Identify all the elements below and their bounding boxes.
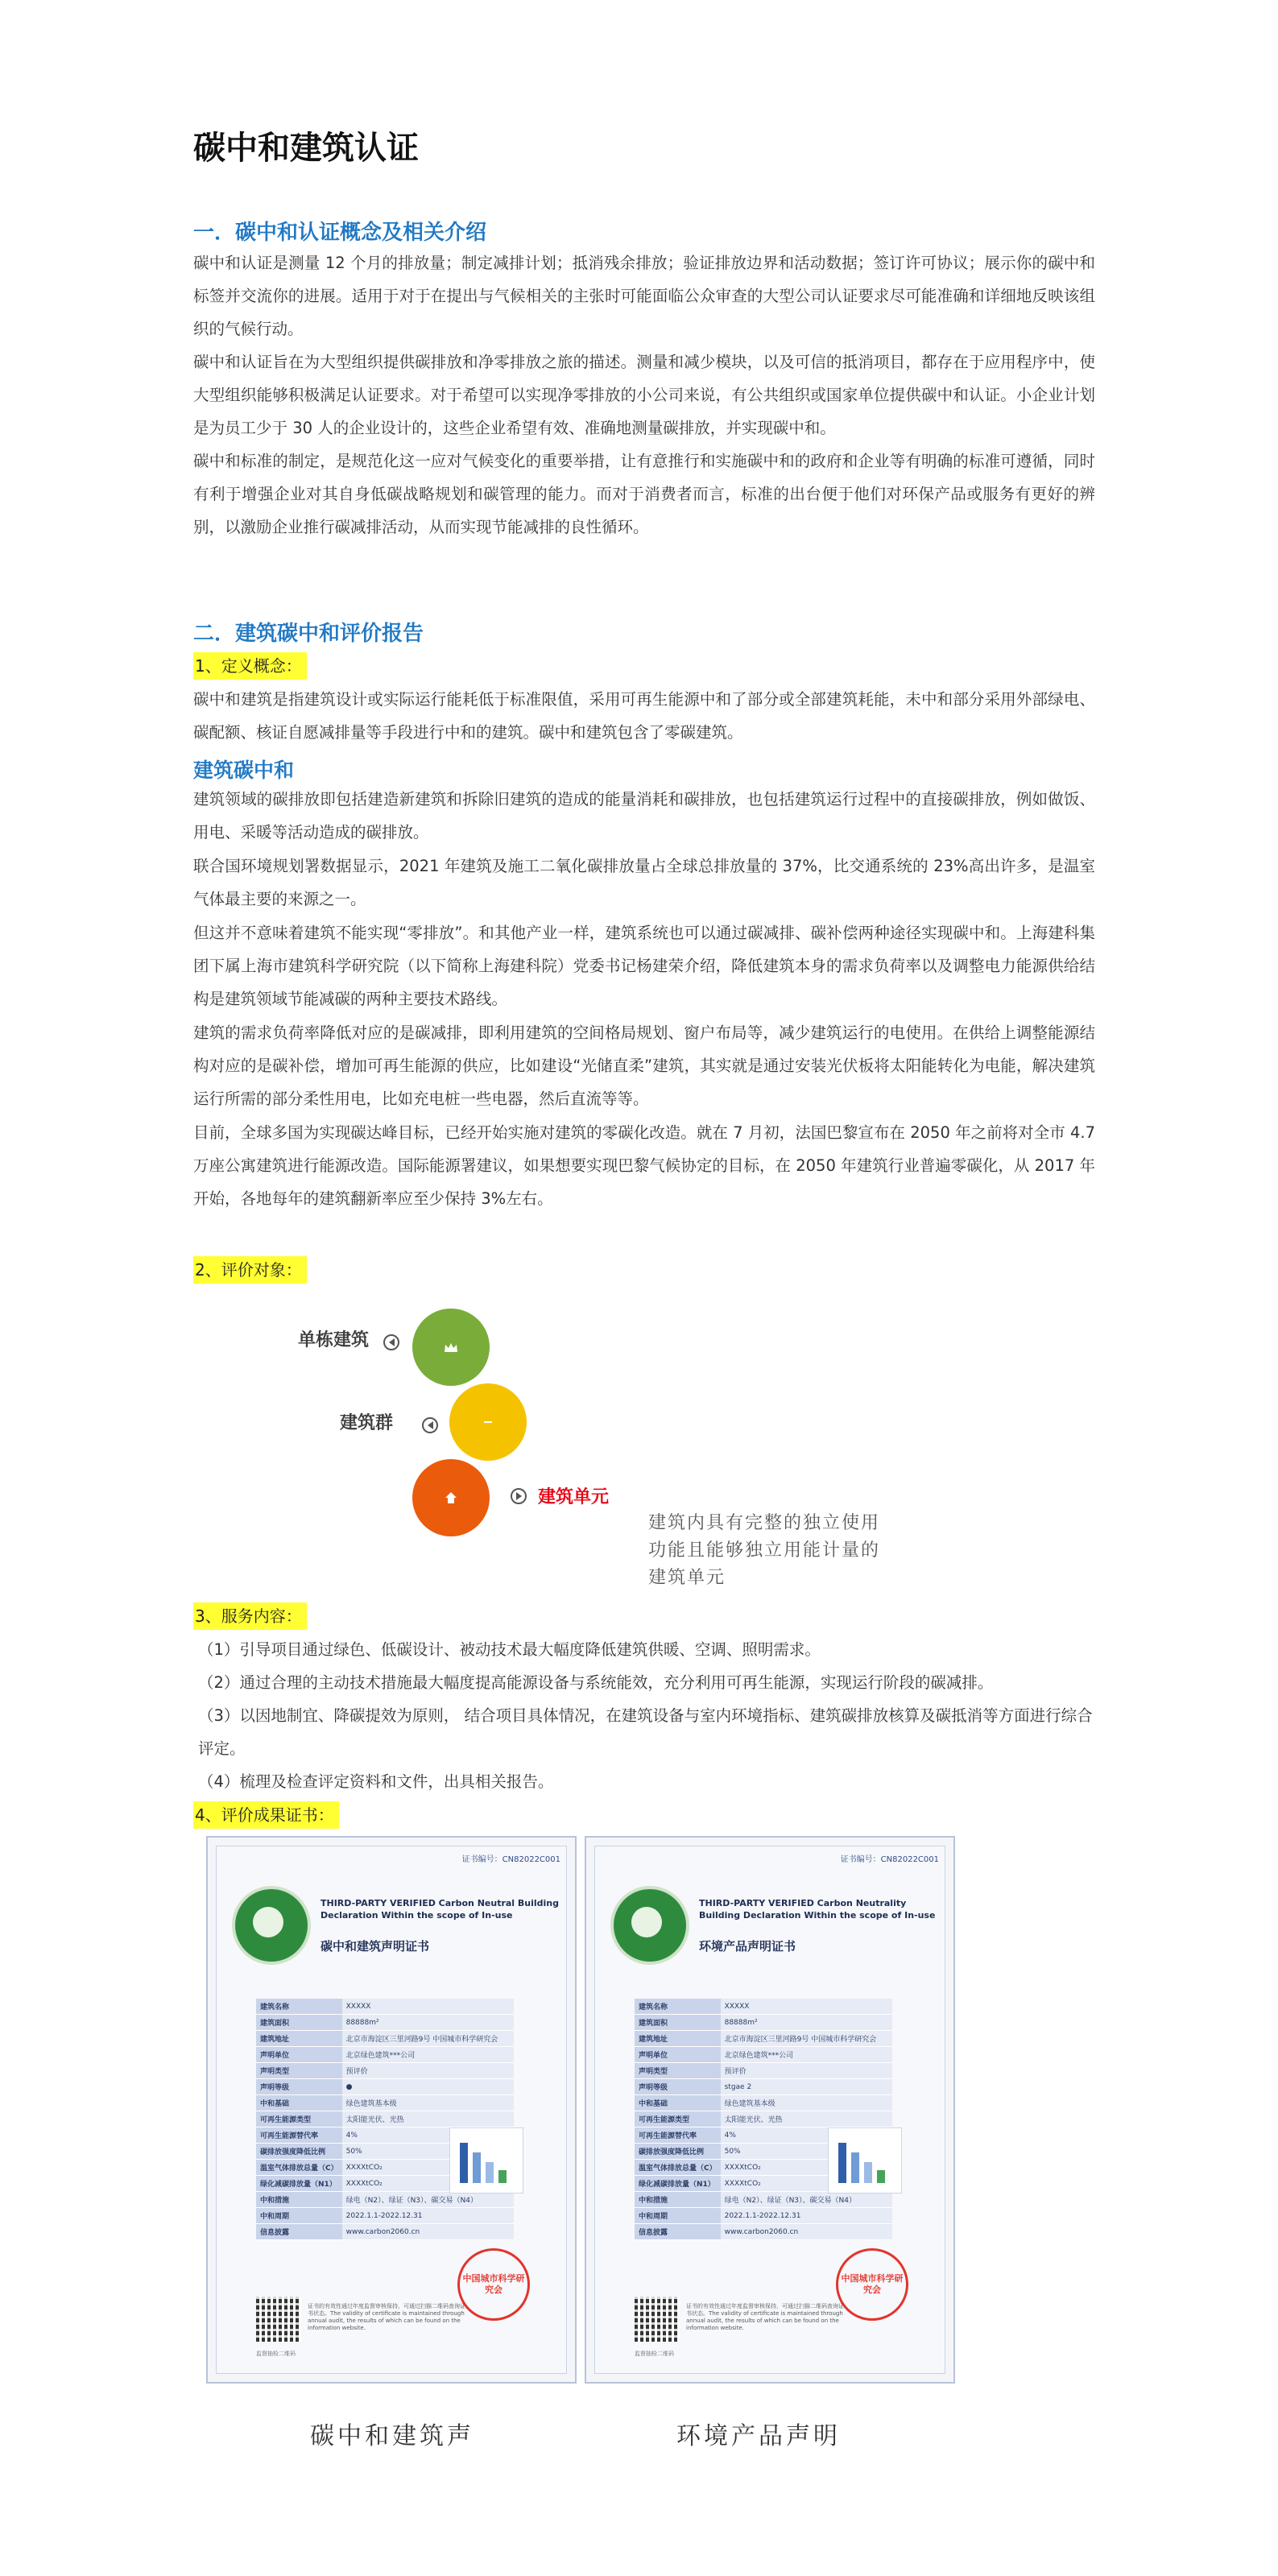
certificate-row <box>256 2095 514 2111</box>
certificate-caption: 碳中和建筑声 <box>310 2422 474 2450</box>
certificate-row <box>635 2111 892 2127</box>
certificate-row <box>635 2015 892 2031</box>
sub-paragraph: 但这并不意味着建筑不能实现“零排放”。和其他产业一样，建筑系统也可以通过碳减排、碳补偿两种途径实现碳中和。上海建科集团下属上海市建筑科学研究院（以下简称上海建科院）党委书记杨建荣介绍，降低建筑本身的需求负荷率以及调整电力能源供给结构是建筑领域节能减碳的两种主要技术路线。 <box>193 924 1095 1008</box>
certificate-field-value: 北京市海淀区三里河路9号 中国城市科学研究会 <box>721 2031 892 2047</box>
certificate-row <box>256 2063 514 2079</box>
section1-paragraph: 碳中和认证旨在为大型组织提供碳排放和净零排放之旅的描述。测量和减少模块，以及可信的抵消项目，都存在于应用程序中，使大型组织能够积极满足认证要求。对于希望可以实现净零排放的小公司来说，有公共组织或国家单位提供碳中和认证。小企业计划是为员工少于 30 人的企业设计的，这些企业希望有效、准确地测量碳排放，并实现碳中和。 <box>193 353 1095 437</box>
service-item: （1）引导项目通过绿色、低碳设计、被动技术最大幅度降低建筑供暖、空调、照明需求。 <box>198 1640 821 1659</box>
certificate-row <box>635 2079 892 2095</box>
sub-paragraph: 联合国环境规划署数据显示，2021 年建筑及施工二氧化碳排放量占全球总排放量的 37%，比交通系统的 23%高出许多，是温室气体最主要的来源之一。 <box>193 857 1095 908</box>
service-item: （4）梳理及检查评定资料和文件，出具相关报告。 <box>198 1772 554 1791</box>
certificate-field-value: 北京绿色建筑***公司 <box>342 2047 514 2063</box>
certificate-row <box>256 2224 514 2240</box>
sub-paragraph: 目前，全球多国为实现碳达峰目标，已经开始实施对建筑的零碳化改造。就在 7 月初，法国巴黎宣布在 2050 年之前将对全市 4.7 万座公寓建筑进行能源改造。国际能源署建议，如果想要实现巴黎气候协定的目标，在 2050 年建筑行业普遍零碳化，从 2017 年开始，各地每年的建筑翻新率应至少保持 3%左右。 <box>193 1123 1095 1208</box>
certificate-field-value: www.carbon2060.cn <box>721 2224 892 2240</box>
sub-paragraph: 建筑的需求负荷率降低对应的是碳减排，即利用建筑的空间格局规划、窗户布局等，减少建筑运行的电使用。在供给上调整能源结构对应的是碳补偿，增加可再生能源的供应，比如建设“光储直柔”建筑，其实就是通过安装光伏板将太阳能转化为电能，解决建筑运行所需的部分柔性用电，比如充电桩一些电器，然后直流等等。 <box>193 1023 1095 1108</box>
section2-heading: 二．建筑碳中和评价报告 <box>193 622 424 646</box>
certificate-field-label: 声明类型 <box>635 2063 721 2079</box>
certificate-bar-chart <box>449 2127 523 2194</box>
certificate-info-table <box>256 1999 514 2240</box>
chart-bar <box>498 2170 507 2183</box>
certificate-field-label: 绿化减碳排放量（N1） <box>256 2176 342 2192</box>
certificate-field-label: 建筑面积 <box>635 2015 721 2031</box>
diagram-label-building-unit: 建筑单元 <box>538 1487 610 1507</box>
description-line: 建筑单元 <box>648 1568 726 1588</box>
arrow-left-icon <box>383 1334 399 1350</box>
certificate-field-label: 建筑名称 <box>256 1999 342 2015</box>
certificate-number: 证书编号：CN82022C001 <box>840 1855 939 1864</box>
qr-caption: 监督抽检二维码 <box>635 2351 674 2357</box>
service-item: （2）通过合理的主动技术措施最大幅度提高能源设备与系统能效，充分利用可再生能源，实现运行阶段的碳减排。 <box>198 1673 994 1692</box>
description-line: 功能且能够独立用能计量的 <box>648 1540 881 1561</box>
home-icon <box>445 1491 457 1504</box>
certificate-field-label: 建筑名称 <box>635 1999 721 2015</box>
chart-bar <box>851 2152 859 2183</box>
certificate-row <box>635 2208 892 2224</box>
certificate-field-value: 预评价 <box>721 2063 892 2079</box>
certificate-row <box>635 2063 892 2079</box>
certificate-field-value: 2022.1.1-2022.12.31 <box>342 2208 514 2224</box>
arrow-right-icon <box>511 1488 527 1504</box>
certificate-field-label: 中和周期 <box>635 2208 721 2224</box>
subheading: 建筑碳中和 <box>193 759 295 782</box>
certificate-field-value: 88888m² <box>721 2015 892 2031</box>
sub-paragraph: 建筑领域的碳排放即包括建造新建筑和拆除旧建筑的造成的能量消耗和碳排放，也包括建筑运行过程中的直接碳排放，例如做饭、用电、采暖等活动造成的碳排放。 <box>193 790 1095 841</box>
certificate-number: 证书编号：CN82022C001 <box>461 1855 560 1864</box>
certificate-row <box>256 2047 514 2063</box>
certificate-field-label: 绿化减碳排放量（N1） <box>635 2176 721 2192</box>
certificate-field-label: 建筑地址 <box>635 2031 721 2047</box>
certificate-field-value: 太阳能光伏、光热 <box>342 2111 514 2127</box>
certificate-note: 证书的有效性通过年度监督审核保持，可通过扫描二维码查询证书状态。The validity of certificate is maintained through annual audit, the results of which can be found on the information website. <box>308 2303 465 2331</box>
certificate-note: 证书的有效性通过年度监督审核保持，可通过扫描二维码查询证书状态。The validity of certificate is maintained through annual audit, the results of which can be found on the information website. <box>686 2303 844 2331</box>
certificate-row <box>635 2031 892 2047</box>
certificate-field-label: 声明单位 <box>256 2047 342 2063</box>
certification-seal-icon <box>232 1886 311 1965</box>
certificate-row <box>256 2031 514 2047</box>
building-unit-description <box>648 1510 986 1592</box>
certificate-field-value: XXXXtCO₂ <box>342 2176 514 2192</box>
chart-bar <box>864 2162 872 2183</box>
certificate-field-value: XXXXX <box>721 1999 892 2015</box>
certificate-field-value: 预评价 <box>342 2063 514 2079</box>
certificate-bar-chart <box>828 2127 902 2194</box>
certificate-field-label: 信息披露 <box>635 2224 721 2240</box>
service-label: 3、服务内容： <box>193 1602 307 1630</box>
stamp-text: 中国城市科学研究会 <box>462 2273 525 2295</box>
service-item: （3）以因地制宜、降碳提效为原则， 结合项目具体情况，在建筑设备与室内环境指标、建筑碳排放核算及碳抵消等方面进行综合评定。 <box>198 1706 1093 1758</box>
certificate-field-label: 中和周期 <box>256 2208 342 2224</box>
certificate-field-label: 信息披露 <box>256 2224 342 2240</box>
certificate-row <box>635 2047 892 2063</box>
certificate-field-label: 声明类型 <box>256 2063 342 2079</box>
certificate-field-label: 温室气体排放总量（C） <box>256 2160 342 2176</box>
definition-label: 1、定义概念： <box>193 652 307 680</box>
certificate-field-label: 中和措施 <box>256 2192 342 2208</box>
certificate-row <box>256 2079 514 2095</box>
certificate-row <box>256 2015 514 2031</box>
diagram-label-building-group: 建筑群 <box>340 1413 394 1433</box>
certificate-field-value: 北京绿色建筑***公司 <box>721 2047 892 2063</box>
certificate-field-value: XXXXX <box>342 1999 514 2015</box>
certificate-field-label: 声明等级 <box>256 2079 342 2095</box>
certificate-field-label: 碳排放强度降低比例 <box>635 2144 721 2160</box>
chart-bar <box>838 2143 846 2183</box>
certificate-field-value: 绿电（N2）、绿证（N3）、碳交易（N4） <box>342 2192 514 2208</box>
certificate-row <box>635 1999 892 2015</box>
certificate-field-value: 4% <box>342 2127 514 2144</box>
certificate-row <box>256 2192 514 2208</box>
dash-icon <box>482 1420 494 1424</box>
certificate-field-value: XXXXtCO₂ <box>342 2160 514 2176</box>
certificate-field-label: 建筑地址 <box>256 2031 342 2047</box>
page-title: 碳中和建筑认证 <box>193 130 419 167</box>
certificate-field-value: 88888m² <box>342 2015 514 2031</box>
certificate-field-value: stgae 2 <box>721 2079 892 2095</box>
certificate-field-label: 声明等级 <box>635 2079 721 2095</box>
certificate-field-value: ● <box>342 2079 514 2095</box>
certificate-field-label: 建筑面积 <box>256 2015 342 2031</box>
certification-seal-icon <box>610 1886 689 1965</box>
certificate-field-value: 50% <box>721 2144 892 2160</box>
diagram-label-single-building: 单栋建筑 <box>298 1330 370 1350</box>
certificate-field-value: XXXXtCO₂ <box>721 2160 892 2176</box>
certificate-field-value: 2022.1.1-2022.12.31 <box>721 2208 892 2224</box>
description-line: 建筑内具有完整的独立使用 <box>648 1513 881 1533</box>
building-group-circle <box>449 1383 527 1461</box>
crown-icon <box>444 1342 458 1353</box>
certificate-field-value: 50% <box>342 2144 514 2160</box>
chart-bar <box>460 2143 468 2183</box>
certificate-row <box>256 1999 514 2015</box>
qr-code-icon <box>635 2297 680 2342</box>
certificate-field-label: 可再生能源类型 <box>256 2111 342 2127</box>
certificate-field-value: 绿色建筑基本级 <box>721 2095 892 2111</box>
chart-bar <box>877 2170 885 2183</box>
object-label: 2、评价对象： <box>193 1256 307 1284</box>
certificate-field-label: 温室气体排放总量（C） <box>635 2160 721 2176</box>
certificate-row <box>256 2111 514 2127</box>
certificate-label: 4、评价成果证书： <box>193 1801 339 1829</box>
certificate-field-label: 可再生能源类型 <box>635 2111 721 2127</box>
building-unit-circle <box>412 1459 490 1536</box>
certificate-field-value: XXXXtCO₂ <box>721 2176 892 2192</box>
certificate-environmental-product <box>585 1836 955 2384</box>
qr-code-icon <box>256 2297 301 2342</box>
certificate-english-title: THIRD-PARTY VERIFIED Carbon Neutrality Building Declaration Within the scope of In-use <box>699 1898 936 1921</box>
chart-bar <box>486 2162 494 2183</box>
certificate-row <box>635 2224 892 2240</box>
section1-paragraph: 碳中和认证是测量 12 个月的排放量；制定减排计划；抵消残余排放；验证排放边界和活动数据；签订许可协议；展示你的碳中和标签并交流你的进展。适用于对于在提出与气候相关的主张时可能面临公众审查的大型公司认证要求尽可能准确和详细地反映该组织的气候行动。 <box>193 254 1095 338</box>
certificate-field-value: www.carbon2060.cn <box>342 2224 514 2240</box>
qr-caption: 监督抽检二维码 <box>256 2351 296 2357</box>
certificate-row <box>256 2208 514 2224</box>
single-building-circle <box>412 1309 490 1386</box>
certificate-field-label: 中和基础 <box>256 2095 342 2111</box>
certificate-field-value: 4% <box>721 2127 892 2144</box>
certificate-field-label: 中和措施 <box>635 2192 721 2208</box>
certificate-chinese-title: 碳中和建筑声明证书 <box>321 1939 430 1954</box>
stamp-text: 中国城市科学研究会 <box>841 2273 904 2295</box>
certificate-field-label: 可再生能源替代率 <box>635 2127 721 2144</box>
certificate-field-value: 北京市海淀区三里河路9号 中国城市科学研究会 <box>342 2031 514 2047</box>
definition-text: 碳中和建筑是指建筑设计或实际运行能耗低于标准限值，采用可再生能源中和了部分或全部建筑耗能，未中和部分采用外部绿电、碳配额、核证自愿减排量等手段进行中和的建筑。碳中和建筑包含了零碳建筑。 <box>193 690 1095 742</box>
certificate-carbon-neutral-building <box>206 1836 577 2384</box>
certificate-english-title: THIRD-PARTY VERIFIED Carbon Neutral Building Declaration Within the scope of In-use <box>321 1898 560 1921</box>
certificate-field-label: 碳排放强度降低比例 <box>256 2144 342 2160</box>
certificate-row <box>635 2095 892 2111</box>
certificate-field-label: 可再生能源替代率 <box>256 2127 342 2144</box>
section1-paragraph: 碳中和标准的制定，是规范化这一应对气候变化的重要举措，让有意推行和实施碳中和的政府和企业等有明确的标准可遵循，同时有利于增强企业对其自身低碳战略规划和碳管理的能力。而对于消费者而言，标准的出台便于他们对环保产品或服务有更好的辨别，以激励企业推行碳减排活动，从而实现节能减排的良性循环。 <box>193 452 1095 536</box>
certificate-field-value: 太阳能光伏、光热 <box>721 2111 892 2127</box>
chart-bar <box>473 2152 481 2183</box>
certificate-info-table <box>635 1999 892 2240</box>
section1-heading: 一．碳中和认证概念及相关介绍 <box>193 221 487 245</box>
certificate-field-label: 声明单位 <box>635 2047 721 2063</box>
arrow-left-icon <box>422 1417 438 1433</box>
certificate-caption: 环境产品声明 <box>676 2422 841 2450</box>
certificate-row <box>635 2192 892 2208</box>
certificate-field-value: 绿电（N2）、绿证（N3）、碳交易（N4） <box>721 2192 892 2208</box>
certificate-chinese-title: 环境产品声明证书 <box>699 1939 796 1954</box>
certificate-field-label: 中和基础 <box>635 2095 721 2111</box>
certificate-field-value: 绿色建筑基本级 <box>342 2095 514 2111</box>
